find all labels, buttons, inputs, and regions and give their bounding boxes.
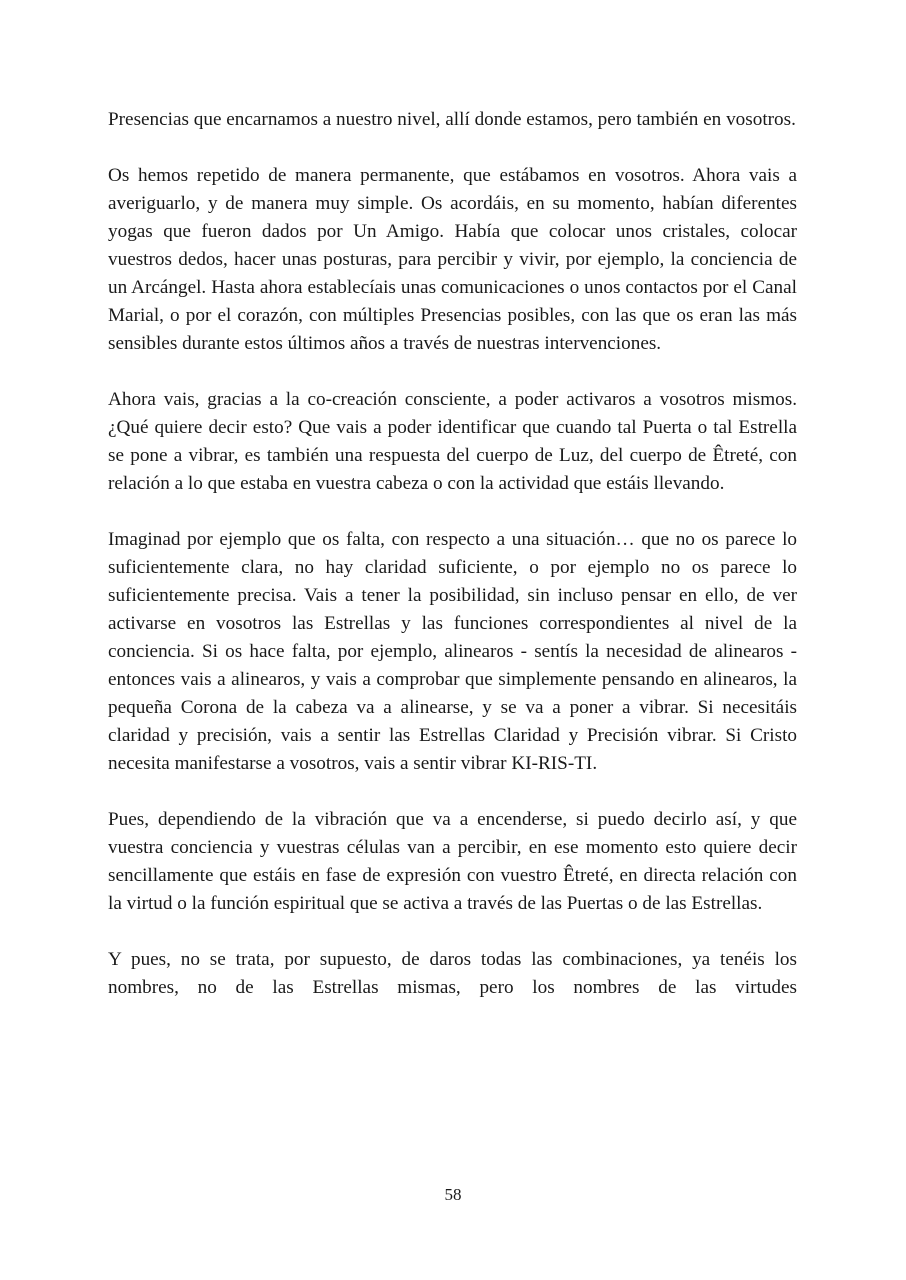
body-text <box>108 106 797 1002</box>
paragraph-4: Imaginad por ejemplo que os falta, con respecto a una situación… que no os parece lo suficientemente clara, no hay claridad suficiente, o por ejemplo no os parece lo suficientemente precisa. Vais a tener la posibilidad, sin incluso pensar en ello, de ver activarse en vosotros las Estrellas y las funciones correspondientes al nivel de la conciencia. Si os hace falta, por ejemplo, alinearos - sentís la necesidad de alinearos - entonces vais a alinearos, y vais a comprobar que simplemente pensando en alinearos, la pequeña Corona de la cabeza va a alinearse, y se va a poner a vibrar. Si necesitáis claridad y precisión, vais a sentir las Estrellas Claridad y Precisión vibrar. Si Cristo necesita manifestarse a vosotros, vais a sentir vibrar KI-RIS-TI. <box>108 529 797 774</box>
paragraph-2: Os hemos repetido de manera permanente, que estábamos en vosotros. Ahora vais a averiguarlo, y de manera muy simple. Os acordáis, en su momento, habían diferentes yogas que fueron dados por Un Amigo. Había que colocar unos cristales, colocar vuestros dedos, hacer unas posturas, para percibir y vivir, por ejemplo, la conciencia de un Arcángel. Hasta ahora establecíais unas comunicaciones o unos contactos por el Canal Marial, o por el corazón, con múltiples Presencias posibles, con las que os eran las más sensibles durante estos últimos años a través de nuestras intervenciones. <box>108 165 797 354</box>
paragraph-5: Pues, dependiendo de la vibración que va a encenderse, si puedo decirlo así, y que vuestra conciencia y vuestras células van a percibir, en ese momento esto quiere decir sencillamente que estáis en fase de expresión con vuestro Êtreté, en directa relación con la virtud o la función espiritual que se activa a través de las Puertas o de las Estrellas. <box>108 809 797 914</box>
paragraph-3: Ahora vais, gracias a la co-creación consciente, a poder activaros a vosotros mismos. ¿Qué quiere decir esto? Que vais a poder identificar que cuando tal Puerta o tal Estrella se pone a vibrar, es también una respuesta del cuerpo de Luz, del cuerpo de Êtreté, con relación a lo que estaba en vuestra cabeza o con la actividad que estáis llevando. <box>108 389 797 494</box>
paragraph-6: Y pues, no se trata, por supuesto, de daros todas las combinaciones, ya tenéis los nombres, no de las Estrellas mismas, pero los nombres de las virtudes <box>108 949 797 998</box>
page-number: 58 <box>444 1185 462 1204</box>
paragraph-1: Presencias que encarnamos a nuestro nivel, allí donde estamos, pero también en vosotros. <box>108 109 796 130</box>
